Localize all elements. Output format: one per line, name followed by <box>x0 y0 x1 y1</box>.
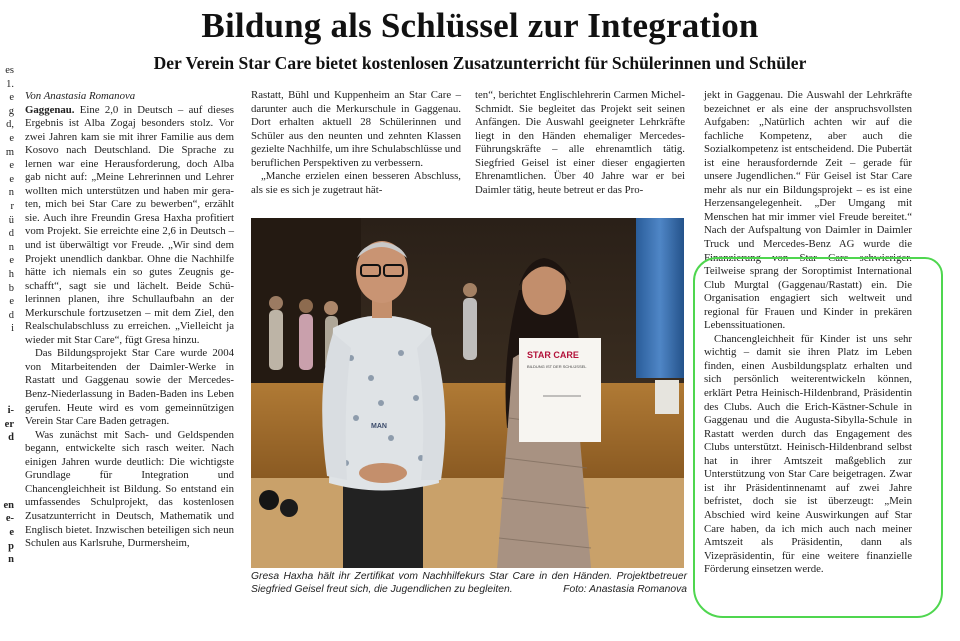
photo-caption <box>251 570 687 596</box>
edge-fragment: es <box>5 65 14 76</box>
paragraph-text: Eine 2,0 in Deutsch – auf dieses Ergebnis ist Alba Zogaj besonders stolz. Vor zwei Jahren kam sie mit ihrer Familie aus dem Kosovo nach Deutschland. Die Sprache zu lernen war eine Herausforderung, doch Alba gab nicht auf: „Meine Lehrerinnen und Lehrer wollten mich unterstützen und haben mir geraten, mich bei Star Care zu bewerben“, erzählt sie. Auch ihre Freundin Gresa Haxha profitiert vom Projekt. Sie erreichte eine 2,6 in Deutsch – und ist überwältigt vor Freude. „Wir sind dem Projekt unendlich dankbar. Ohne die Nachhilfe hätte ich niemals ein so gutes Zeugnis geschafft“, sagt sie und lächelt. Beide Schülerinnen planen, ihre Schullaufbahn an der Merkurschule fortzusetzen – mit dem Ziel, den Realschulabschluss zu erreichen. „Vielleicht ja wieder mit Star Care“, fügt Gresa hinzu. <box>25 103 235 346</box>
caption-text: Gresa Haxha hält ihr Zertifikat vom Nachhilfekurs Star Care in den Händen. Projektbetreuer Siegfried Geisel freut sich, die Jugendlichen zu begleiten. <box>251 571 687 596</box>
page-headline: Bildung als Schlüssel zur Integration <box>201 6 759 45</box>
floor <box>251 478 684 568</box>
edge-fragment: i- <box>7 405 14 416</box>
edge-fragment: b <box>8 282 14 294</box>
edge-fragment: e <box>9 92 14 104</box>
certificate-subtitle: BILDUNG IST DER SCHLÜSSEL <box>527 364 587 369</box>
edge-fragment: e <box>9 160 14 172</box>
article-photo <box>251 218 684 568</box>
article-paragraph: Was zunächst mit Sach- und Geldspenden begann, entwickelte sich rasch weiter. Nach einigen Jahren wurde deutlich: Die wichtigste Grundlage für Integration und Chancengleichheit ist Bildung. So entstand ein umfassendes Schulprojekt, das kostenlosen Zusatzunterricht in Deutsch, Mathematik und Englisch bietet. Inzwischen beteiligen sich neun Schulen aus Karlsruhe, Durmersheim, <box>25 428 234 550</box>
edge-fragment: e <box>9 132 14 144</box>
article-paragraph: „Manche erzielen einen besseren Abschluss, als sie es sich je zugetraut hät- <box>251 170 461 196</box>
edge-fragment: g <box>8 105 14 117</box>
edge-fragment: r <box>10 200 14 212</box>
edge-fragment: p <box>8 540 14 552</box>
certificate <box>519 338 601 442</box>
page-subheadline: Der Verein Star Care bietet kostenlosen Zusatzunterricht für Schülerinnen und Schüler <box>153 53 807 73</box>
blue-curtain <box>636 218 684 378</box>
edge-fragments-bottom <box>0 404 14 567</box>
dateline: Gaggenau. <box>25 103 75 116</box>
edge-fragment: n <box>8 241 14 253</box>
certificate-title: STAR CARE <box>527 350 579 360</box>
edge-fragment: d <box>8 432 14 444</box>
article-paragraph: ten“, berichtet Englischlehrerin Carmen Michel-Schmidt. Sie begleitet das Projekt seit seinen Anfängen. Die Auswahl geeigneter Lehrkräfte liegt in den Händen ehemaliger Mercedes-Führungskräfte – alle ehrenamtlich tätig. Siegfried Geisel ist einer dieser engagierten Ehrenamtlichen. Über 40 Jahre war er bei Daimler tätig, heute betreut er das Pro- <box>475 89 685 196</box>
article-paragraph: jekt in Gaggenau. Die Auswahl der Lehrkräfte bezeichnet er als eine der anspruchsvollsten Aufgaben: „Natürlich achten wir auf die fachliche Kompetenz, aber auch die Sozialkompetenz ist entscheidend. Die Pubertät ist eine herausfordernde Zeit – gerade für unsere Jugendlichen.“ Für Geisel ist Star Care mehr als nur ein Bildungsprojekt – es ist eine Herzensangelegenheit. „Der Umgang mit Menschen hat mir immer viel Freude bereitet.“ Nach der Aufspaltung von Daimler in Daimler Truck und Mercedes-Benz AG wurde die Finanzierung von Star Care schwieriger. Teilweise sprang der Soroptimist International Club Murgtal (Gaggenau/Rastatt) ein. Die Organisation engagiert sich weltweit und regional für Frauen und Kinder in prekären Lebenssituationen. <box>704 89 912 332</box>
edge-fragment: n <box>8 187 14 199</box>
edge-fragment: d, <box>6 119 14 131</box>
edge-fragment: d <box>8 228 14 240</box>
byline: Von Anastasia Romanova <box>25 90 136 102</box>
stage-front <box>251 383 684 478</box>
edge-fragments-top <box>0 64 14 336</box>
edge-fragment: n <box>8 554 14 566</box>
edge-fragment: e <box>9 255 14 267</box>
article-column-3 <box>475 89 685 197</box>
edge-fragment: 1. <box>6 78 14 90</box>
article-column-2 <box>251 89 461 197</box>
article-column-1 <box>25 90 234 551</box>
photo-illustration <box>251 218 684 568</box>
shirt-print-text: MAN <box>371 423 387 430</box>
edge-fragment: d <box>8 309 14 321</box>
edge-fragment: ü <box>8 214 14 226</box>
edge-fragment: e <box>9 173 14 185</box>
edge-fragment: i <box>11 323 14 335</box>
article-paragraph: Das Bildungsprojekt Star Care wurde 2004 von Mitarbeitenden der Daimler-Werke in Rastatt und Gaggenau sowie der Mercedes-Benz-Niederlassung in Baden-Baden ins Leben gerufen. Heute wird es vom gemeinnützigen Verein Star Care Baden getragen. <box>25 347 234 428</box>
edge-fragment: en <box>3 499 14 511</box>
edge-fragment: e <box>9 526 14 538</box>
edge-fragment: m <box>5 146 14 158</box>
article-paragraph <box>25 104 234 348</box>
edge-fragment: h <box>8 268 14 280</box>
article-paragraph: Rastatt, Bühl und Kuppenheim an Star Care – darunter auch die Merkurschule in Gaggenau. Dort erhalten aktuell 28 Schülerinnen und Schüler aus den neunten und zehnten Klassen gezielte Nachhilfe, um ihre Schulabschlüsse und beruflichen Perspektiven zu verbessern. <box>251 89 461 169</box>
edge-fragment: er <box>4 418 14 430</box>
article-paragraph: Chancengleichheit für Kinder ist uns sehr wichtig – damit sie ihren Platz im Leben finden, einen Ausbildungsplatz erhalten und sich persönlich weiterentwickeln können, erklärt Petra Heinisch-Hildenbrand, Präsidentin des Clubs. Auch die Erich-Kästner-Schule in Gaggenau und die Augusta-Sibylla-Schule in Rastatt werden durch das Engagement des Clubs unterstützt. Heinisch-Hildenbrand selbst hat in ihrer Amtszeit maßgeblich zur Unterstützung von Star Care beigetragen. Zwar ist ihr Präsidentinnenamt auf zwei Jahre befristet, doch sie ist überzeugt: „Mein Abschied wird keine Auswirkungen auf Star Care haben, da ich mich auch nach meiner Amtszeit als Präsidentin, dann als Vizepräsidentin, für eine weitere finanzielle Förderung einsetzen werde. <box>704 332 912 576</box>
edge-fragment: e- <box>5 513 14 525</box>
photo-credit: Foto: Anastasia Romanova <box>563 584 687 596</box>
article-column-4 <box>704 89 912 577</box>
edge-fragment: e <box>9 296 14 308</box>
